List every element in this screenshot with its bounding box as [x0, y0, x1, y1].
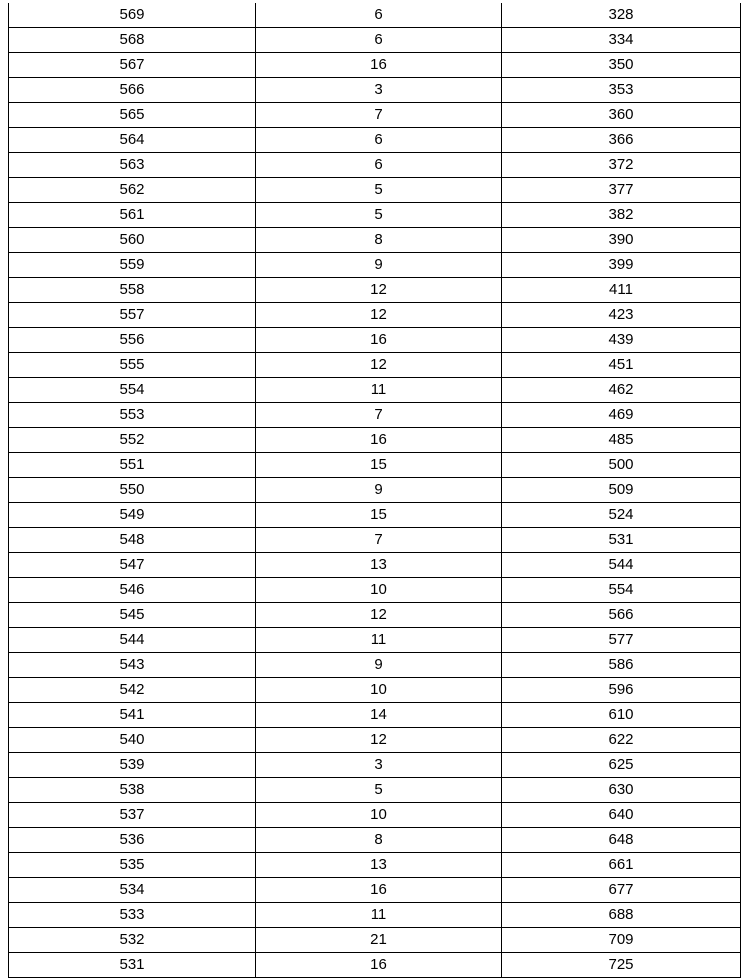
cumulative-cell: 677 [502, 878, 741, 903]
score-table-container [8, 3, 740, 978]
score-cell: 567 [9, 53, 256, 78]
cumulative-cell: 509 [502, 478, 741, 503]
table-row [9, 628, 741, 653]
cumulative-cell: 360 [502, 103, 741, 128]
score-table [8, 3, 741, 978]
score-cell: 532 [9, 928, 256, 953]
score-cell: 551 [9, 453, 256, 478]
cumulative-cell: 688 [502, 903, 741, 928]
count-cell: 12 [256, 603, 502, 628]
cumulative-cell: 524 [502, 503, 741, 528]
count-cell: 12 [256, 353, 502, 378]
score-cell: 561 [9, 203, 256, 228]
count-cell: 12 [256, 303, 502, 328]
count-cell: 10 [256, 678, 502, 703]
score-cell: 569 [9, 3, 256, 28]
score-cell: 536 [9, 828, 256, 853]
cumulative-cell: 544 [502, 553, 741, 578]
table-row [9, 603, 741, 628]
table-row [9, 878, 741, 903]
table-row [9, 528, 741, 553]
count-cell: 6 [256, 3, 502, 28]
count-cell: 7 [256, 403, 502, 428]
count-cell: 7 [256, 528, 502, 553]
cumulative-cell: 566 [502, 603, 741, 628]
count-cell: 11 [256, 628, 502, 653]
count-cell: 21 [256, 928, 502, 953]
table-row [9, 453, 741, 478]
score-cell: 541 [9, 703, 256, 728]
table-row [9, 803, 741, 828]
cumulative-cell: 390 [502, 228, 741, 253]
cumulative-cell: 622 [502, 728, 741, 753]
count-cell: 13 [256, 553, 502, 578]
score-cell: 531 [9, 953, 256, 978]
count-cell: 8 [256, 828, 502, 853]
score-cell: 544 [9, 628, 256, 653]
cumulative-cell: 366 [502, 128, 741, 153]
count-cell: 9 [256, 253, 502, 278]
count-cell: 5 [256, 778, 502, 803]
cumulative-cell: 586 [502, 653, 741, 678]
count-cell: 16 [256, 53, 502, 78]
cumulative-cell: 610 [502, 703, 741, 728]
count-cell: 12 [256, 278, 502, 303]
score-cell: 566 [9, 78, 256, 103]
table-row [9, 228, 741, 253]
count-cell: 16 [256, 878, 502, 903]
cumulative-cell: 640 [502, 803, 741, 828]
count-cell: 14 [256, 703, 502, 728]
cumulative-cell: 451 [502, 353, 741, 378]
score-cell: 550 [9, 478, 256, 503]
score-cell: 539 [9, 753, 256, 778]
cumulative-cell: 399 [502, 253, 741, 278]
count-cell: 16 [256, 328, 502, 353]
table-row [9, 78, 741, 103]
score-cell: 559 [9, 253, 256, 278]
table-row [9, 353, 741, 378]
count-cell: 16 [256, 428, 502, 453]
table-body [9, 3, 741, 978]
table-row [9, 328, 741, 353]
table-row [9, 553, 741, 578]
table-row [9, 753, 741, 778]
table-row [9, 403, 741, 428]
count-cell: 8 [256, 228, 502, 253]
count-cell: 15 [256, 453, 502, 478]
score-cell: 556 [9, 328, 256, 353]
count-cell: 15 [256, 503, 502, 528]
table-row [9, 253, 741, 278]
cumulative-cell: 372 [502, 153, 741, 178]
count-cell: 10 [256, 803, 502, 828]
score-cell: 545 [9, 603, 256, 628]
score-cell: 547 [9, 553, 256, 578]
count-cell: 13 [256, 853, 502, 878]
score-cell: 549 [9, 503, 256, 528]
score-cell: 553 [9, 403, 256, 428]
score-cell: 548 [9, 528, 256, 553]
count-cell: 16 [256, 953, 502, 978]
table-row [9, 503, 741, 528]
score-cell: 552 [9, 428, 256, 453]
cumulative-cell: 353 [502, 78, 741, 103]
table-row [9, 153, 741, 178]
table-row [9, 103, 741, 128]
cumulative-cell: 596 [502, 678, 741, 703]
cumulative-cell: 328 [502, 3, 741, 28]
count-cell: 9 [256, 478, 502, 503]
score-cell: 564 [9, 128, 256, 153]
cumulative-cell: 648 [502, 828, 741, 853]
count-cell: 3 [256, 753, 502, 778]
table-row [9, 903, 741, 928]
count-cell: 12 [256, 728, 502, 753]
cumulative-cell: 469 [502, 403, 741, 428]
table-row [9, 653, 741, 678]
cumulative-cell: 554 [502, 578, 741, 603]
count-cell: 5 [256, 203, 502, 228]
table-row [9, 778, 741, 803]
table-row [9, 478, 741, 503]
table-row [9, 953, 741, 978]
table-row [9, 703, 741, 728]
cumulative-cell: 485 [502, 428, 741, 453]
cumulative-cell: 577 [502, 628, 741, 653]
count-cell: 6 [256, 153, 502, 178]
score-cell: 563 [9, 153, 256, 178]
cumulative-cell: 439 [502, 328, 741, 353]
count-cell: 9 [256, 653, 502, 678]
cumulative-cell: 382 [502, 203, 741, 228]
score-cell: 533 [9, 903, 256, 928]
score-cell: 560 [9, 228, 256, 253]
table-row [9, 178, 741, 203]
count-cell: 5 [256, 178, 502, 203]
table-row [9, 928, 741, 953]
table-row [9, 203, 741, 228]
score-cell: 540 [9, 728, 256, 753]
table-row [9, 3, 741, 28]
table-row [9, 28, 741, 53]
score-cell: 565 [9, 103, 256, 128]
count-cell: 11 [256, 378, 502, 403]
table-row [9, 578, 741, 603]
count-cell: 11 [256, 903, 502, 928]
score-cell: 554 [9, 378, 256, 403]
score-cell: 562 [9, 178, 256, 203]
score-cell: 535 [9, 853, 256, 878]
score-cell: 568 [9, 28, 256, 53]
count-cell: 7 [256, 103, 502, 128]
count-cell: 3 [256, 78, 502, 103]
cumulative-cell: 411 [502, 278, 741, 303]
table-row [9, 128, 741, 153]
score-cell: 537 [9, 803, 256, 828]
table-row [9, 728, 741, 753]
score-cell: 555 [9, 353, 256, 378]
cumulative-cell: 334 [502, 28, 741, 53]
cumulative-cell: 630 [502, 778, 741, 803]
count-cell: 6 [256, 28, 502, 53]
score-cell: 546 [9, 578, 256, 603]
cumulative-cell: 423 [502, 303, 741, 328]
table-row [9, 303, 741, 328]
cumulative-cell: 350 [502, 53, 741, 78]
score-cell: 538 [9, 778, 256, 803]
cumulative-cell: 531 [502, 528, 741, 553]
score-cell: 543 [9, 653, 256, 678]
cumulative-cell: 462 [502, 378, 741, 403]
score-cell: 542 [9, 678, 256, 703]
table-row [9, 828, 741, 853]
table-row [9, 53, 741, 78]
score-cell: 557 [9, 303, 256, 328]
score-cell: 558 [9, 278, 256, 303]
cumulative-cell: 500 [502, 453, 741, 478]
cumulative-cell: 377 [502, 178, 741, 203]
table-row [9, 278, 741, 303]
cumulative-cell: 709 [502, 928, 741, 953]
table-row [9, 853, 741, 878]
cumulative-cell: 625 [502, 753, 741, 778]
table-row [9, 428, 741, 453]
table-row [9, 378, 741, 403]
score-cell: 534 [9, 878, 256, 903]
cumulative-cell: 725 [502, 953, 741, 978]
table-row [9, 678, 741, 703]
count-cell: 6 [256, 128, 502, 153]
cumulative-cell: 661 [502, 853, 741, 878]
count-cell: 10 [256, 578, 502, 603]
